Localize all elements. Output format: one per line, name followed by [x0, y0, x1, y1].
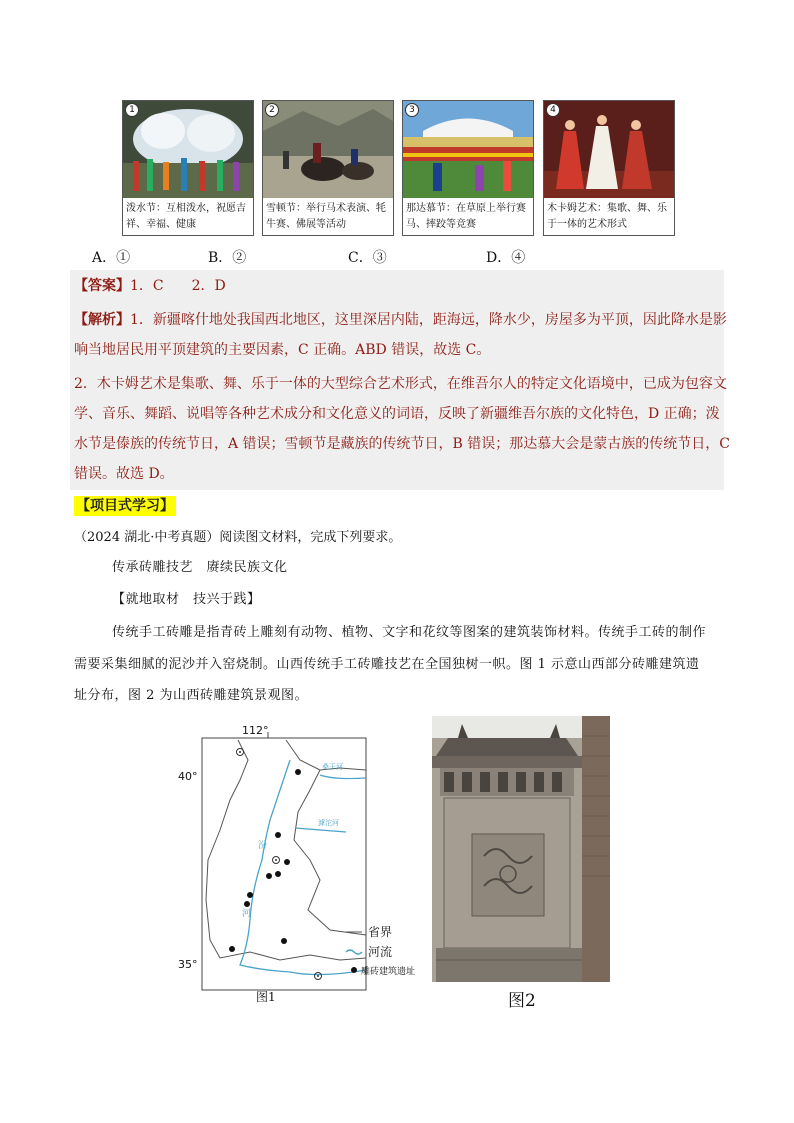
shoton-festival-photo	[263, 101, 393, 198]
analysis-tag: 【解析】	[74, 312, 130, 328]
analysis-line-3: 2．木卡姆艺术是集歌、舞、乐于一体的大型综合艺术形式，在维吾尔人的特定文化语境中，已成为包容文	[74, 376, 727, 392]
option-c: C．③	[348, 250, 387, 266]
material-para-line-1: 传统手工砖雕是指青砖上雕刻有动物、植物、文字和花纹等图案的建筑装饰材料。传统手工砖的制作	[112, 625, 707, 640]
analysis-line-2: 响当地居民用平顶建筑的主要因素，C 正确。ABD 错误，故选 C。	[74, 342, 491, 358]
answer-line	[74, 272, 226, 300]
material-title: 传承砖雕技艺 赓续民族文化	[112, 560, 288, 575]
map-latitude-bottom: 35°	[178, 958, 198, 971]
figure-1-caption: 图1	[256, 990, 276, 1004]
naadam-festival-photo	[403, 101, 533, 198]
legend-site: 雕砖建筑遗址	[361, 967, 416, 977]
muqam-art-photo	[544, 101, 674, 198]
card-number-badge: 2	[265, 103, 279, 117]
option-d: D．④	[486, 250, 526, 266]
map-latitude-top: 40°	[178, 770, 198, 783]
figure-2-caption: 图2	[508, 991, 536, 1011]
festival-card-2	[262, 100, 394, 236]
map-river-label-fen: 汾	[258, 841, 268, 851]
festival-card-3	[402, 100, 534, 236]
card-number-badge: 4	[546, 103, 560, 117]
answer-text: 1．C 2．D	[130, 278, 226, 294]
analysis-line-6: 错误。故选 D。	[74, 466, 174, 482]
figure-2-photo	[432, 716, 610, 982]
question-intro: （2024 湖北·中考真题）阅读图文材料，完成下列要求。	[74, 530, 402, 545]
analysis-line-5: 水节是傣族的传统节日，A 错误；雪顿节是藏族的传统节日，B 错误；那达慕大会是蒙古族的传统节日，C	[74, 436, 731, 452]
material-para-line-3: 址分布，图 2 为山西砖雕建筑景观图。	[74, 688, 309, 703]
map-river-label-hutuo: 滹沱河	[318, 819, 339, 827]
festival-card-4	[543, 100, 675, 236]
option-b: B．②	[208, 250, 247, 266]
legend-boundary: 省界	[368, 925, 393, 939]
map-river-label-he: 河	[242, 909, 252, 919]
card-caption: 泼水节：互相泼水，祝愿吉祥、幸福、健康	[126, 203, 246, 230]
water-festival-photo	[123, 101, 253, 198]
card-caption: 雪顿节：举行马术表演、牦牛赛、佛展等活动	[266, 203, 386, 230]
card-caption: 那达慕节：在草原上举行赛马、摔跤等竞赛	[406, 203, 526, 230]
map-river-label-sanggan: 桑干河	[322, 763, 343, 771]
legend-river: 河流	[368, 945, 393, 959]
card-number-badge: 1	[125, 103, 139, 117]
card-number-badge: 3	[405, 103, 419, 117]
map-longitude-label: 112°	[242, 724, 269, 737]
project-learning-label: 【项目式学习】	[76, 498, 174, 514]
option-a: A．①	[92, 250, 131, 266]
answer-tag: 【答案】	[74, 278, 130, 294]
card-caption: 木卡姆艺术：集歌、舞、乐于一体的艺术形式	[547, 203, 667, 230]
analysis-line-4: 学、音乐、舞蹈、说唱等各种艺术成分和文化意义的词语，反映了新疆维吾尔族的文化特色，D 正确；泼	[74, 406, 720, 422]
analysis-line-1: 【解析】1．新疆喀什地处我国西北地区，这里深居内陆，距海远，降水少，房屋多为平顶，因此降水是影	[74, 312, 727, 328]
figure-1-map	[170, 720, 440, 1010]
material-subtitle: 【就地取材 技兴于践】	[112, 592, 261, 607]
material-para-line-2: 需要采集细腻的泥沙并入窑烧制。山西传统手工砖雕技艺在全国独树一帜。图 1 示意山西部分砖雕建筑遗	[74, 657, 700, 672]
festival-card-1	[122, 100, 254, 236]
